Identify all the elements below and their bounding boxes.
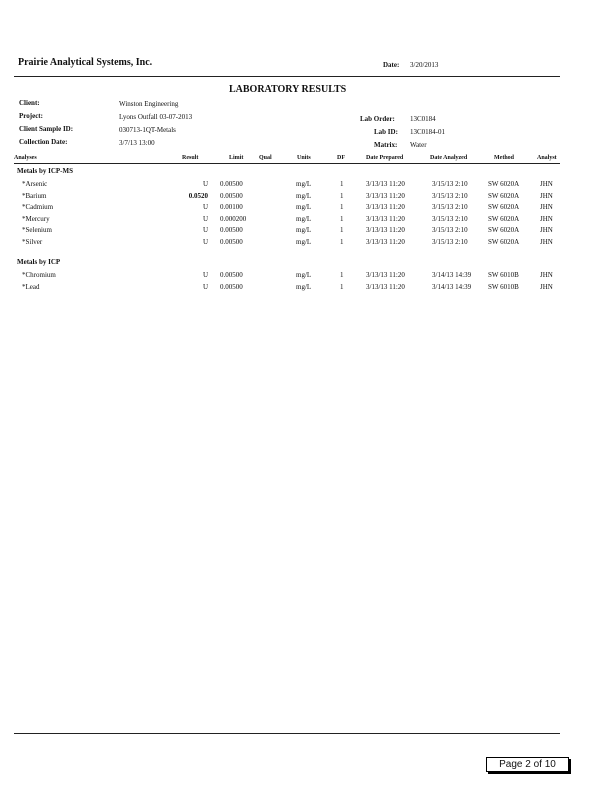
cell-df: 1 [340, 282, 344, 291]
cell-df: 1 [340, 271, 344, 279]
cell-analyst: JHN [540, 237, 553, 246]
lab-id-value: 13C0184-01 [410, 128, 445, 136]
col-limit: Limit [229, 155, 244, 161]
col-units: Units [297, 155, 311, 161]
header-rule [14, 76, 560, 77]
col-df: DF [337, 155, 345, 161]
cell-prepared: 3/13/13 11:20 [366, 191, 405, 200]
cell-prepared: 3/13/13 11:20 [366, 271, 405, 279]
company-name: Prairie Analytical Systems, Inc. [18, 57, 153, 68]
column-header-rule [14, 163, 560, 164]
col-analyst: Analyst [537, 155, 557, 161]
cell-method: SW 6020A [488, 226, 520, 234]
cell-analyst: JHN [540, 191, 553, 200]
cell-analyzed: 3/14/13 14:39 [432, 271, 472, 279]
cell-analyzed: 3/15/13 2:10 [432, 191, 468, 200]
cell-units: mg/L [296, 191, 312, 200]
cell-method: SW 6020A [488, 203, 520, 211]
matrix-value: Water [410, 141, 427, 149]
results-table-icp-ms [14, 180, 564, 249]
section-title-icp: Metals by ICP [17, 258, 61, 266]
cell-result: U [202, 237, 208, 246]
cell-method: SW 6010B [488, 282, 519, 291]
collection-date-value: 3/7/13 13:00 [119, 139, 155, 147]
cell-analyzed: 3/15/13 2:10 [432, 214, 468, 223]
cell-limit: 0.00500 [220, 226, 243, 234]
cell-units: mg/L [296, 203, 312, 211]
cell-units: mg/L [296, 226, 312, 234]
cell-analyte: *Silver [22, 237, 43, 246]
cell-analyst: JHN [540, 180, 553, 188]
col-date-analyzed: Date Analyzed [430, 155, 468, 161]
cell-limit: 0.000200 [220, 214, 247, 223]
cell-prepared: 3/13/13 11:20 [366, 180, 405, 188]
cell-analyzed: 3/14/13 14:39 [432, 282, 472, 291]
project-value: Lyons Outfall 03-07-2013 [119, 113, 193, 121]
cell-units: mg/L [296, 282, 312, 291]
table-row [14, 180, 564, 192]
cell-limit: 0.00100 [220, 203, 243, 211]
date-label: Date: [383, 61, 400, 69]
matrix-label: Matrix: [374, 141, 398, 149]
footer-rule [14, 733, 560, 734]
section-title-icp-ms: Metals by ICP-MS [17, 167, 73, 175]
collection-date-label: Collection Date: [19, 138, 68, 146]
cell-result: U [202, 226, 208, 234]
cell-result: U [202, 271, 208, 279]
project-label: Project: [19, 112, 43, 120]
col-method: Method [494, 155, 514, 161]
cell-limit: 0.00500 [220, 180, 243, 188]
col-analyses: Analyses [14, 155, 37, 161]
col-result: Result [182, 155, 199, 161]
table-row [14, 215, 564, 227]
cell-prepared: 3/13/13 11:20 [366, 214, 405, 223]
cell-method: SW 6020A [488, 180, 520, 188]
cell-analyte: *Selenium [22, 226, 52, 234]
cell-method: SW 6020A [488, 214, 520, 223]
cell-result: 0.0520 [188, 191, 208, 200]
cell-df: 1 [340, 237, 344, 246]
sample-id-value: 030713-1QT-Metals [119, 126, 176, 134]
cell-analyst: JHN [540, 271, 553, 279]
sample-id-label: Client Sample ID: [19, 125, 74, 133]
cell-result: U [202, 282, 208, 291]
cell-analyzed: 3/15/13 2:10 [432, 237, 468, 246]
cell-df: 1 [340, 214, 344, 223]
cell-units: mg/L [296, 237, 312, 246]
client-label: Client: [19, 99, 40, 107]
table-row [14, 238, 564, 250]
cell-result: U [202, 203, 208, 211]
table-row [14, 203, 564, 215]
cell-analyzed: 3/15/13 2:10 [432, 180, 468, 188]
cell-limit: 0.00500 [220, 271, 243, 279]
cell-limit: 0.00500 [220, 282, 243, 291]
cell-units: mg/L [296, 214, 312, 223]
cell-method: SW 6020A [488, 191, 520, 200]
table-row [14, 271, 564, 283]
cell-analyte: *Lead [22, 282, 40, 291]
cell-result: U [202, 180, 208, 188]
table-row [14, 192, 564, 204]
lab-order-label: Lab Order: [360, 115, 395, 123]
cell-prepared: 3/13/13 11:20 [366, 282, 405, 291]
column-headers [14, 155, 564, 167]
lab-order-value: 13C0184 [410, 115, 436, 123]
cell-result: U [202, 214, 208, 223]
table-row [14, 283, 564, 295]
cell-analyst: JHN [540, 203, 553, 211]
cell-df: 1 [340, 191, 344, 200]
report-title: LABORATORY RESULTS [229, 84, 347, 95]
cell-limit: 0.00500 [220, 191, 243, 200]
cell-analyte: *Barium [22, 191, 47, 200]
cell-prepared: 3/13/13 11:20 [366, 203, 405, 211]
cell-analyte: *Chromium [22, 271, 56, 279]
date-value: 3/20/2013 [410, 61, 439, 69]
cell-prepared: 3/13/13 11:20 [366, 226, 405, 234]
cell-prepared: 3/13/13 11:20 [366, 237, 405, 246]
cell-method: SW 6010B [488, 271, 519, 279]
cell-df: 1 [340, 180, 344, 188]
cell-analyte: *Arsenic [22, 180, 48, 188]
cell-df: 1 [340, 226, 344, 234]
cell-units: mg/L [296, 180, 312, 188]
results-table-icp [14, 271, 564, 294]
cell-method: SW 6020A [488, 237, 520, 246]
page-indicator: Page 2 of 10 [486, 757, 569, 772]
cell-limit: 0.00500 [220, 237, 243, 246]
cell-analyst: JHN [540, 282, 553, 291]
lab-id-label: Lab ID: [374, 128, 398, 136]
cell-analyzed: 3/15/13 2:10 [432, 226, 468, 234]
cell-analyst: JHN [540, 226, 553, 234]
cell-analyte: *Cadmium [22, 203, 54, 211]
table-row [14, 226, 564, 238]
cell-analyst: JHN [540, 214, 553, 223]
cell-analyzed: 3/15/13 2:10 [432, 203, 468, 211]
col-date-prepared: Date Prepared [366, 155, 404, 161]
client-value: Winston Engineering [119, 100, 179, 108]
col-qual: Qual [259, 155, 272, 161]
cell-units: mg/L [296, 271, 312, 279]
cell-df: 1 [340, 203, 344, 211]
cell-analyte: *Mercury [22, 214, 50, 223]
